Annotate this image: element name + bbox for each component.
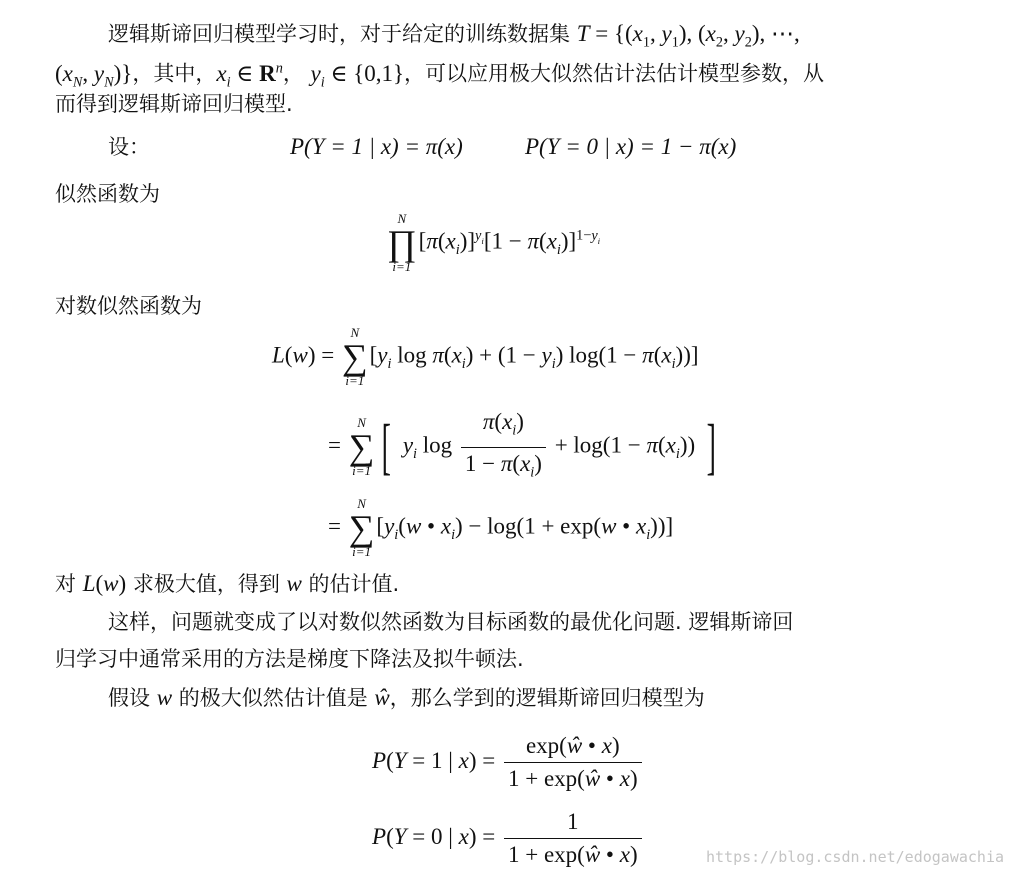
loglikelihood-label xyxy=(55,292,202,320)
p2-line1 xyxy=(108,608,793,636)
product-operator: N ∏ i=1 xyxy=(387,211,417,274)
setup-eq2: P(Y = 0 | x) = 1 − π(x) xyxy=(525,134,737,159)
maximize-text-a: 对 xyxy=(55,572,83,596)
intro-line-3 xyxy=(55,90,293,118)
p3-line xyxy=(108,684,705,712)
model-eq-y0: P(Y = 0 | x) = $\frac{1}{1 + \exp(ŵ • x)}$ xyxy=(372,808,645,869)
likelihood-label xyxy=(55,180,160,208)
intro-text-c: ， xyxy=(282,61,304,86)
w-symbol: w xyxy=(156,685,173,710)
watermark-text: https://blog.csdn.net/edogawachia xyxy=(705,848,1004,866)
model-fraction-y0: $\frac{1}{1 + \exp(ŵ • x)}$ xyxy=(504,808,642,869)
p3-text-a: 假设 xyxy=(108,686,157,710)
sum-operator: N ∑ i=1 xyxy=(341,325,368,388)
x-domain-formula: $x_i$ ∈ $R^n$ xyxy=(216,60,283,91)
model-fraction-y1: $\frac{\exp(ŵ • x)}{1 + \exp(ŵ • x)}$ xyxy=(504,732,642,793)
log-odds-fraction: $\frac{\pi(x_i)}{1 - \pi(x_i)}$ xyxy=(461,408,546,486)
loglik-eq-line1: L(w) = N ∑ i=1 [$y_i$ $\log \pi(x_i) + (1 - y_i) \log(1 - \pi(x_i))$] xyxy=(272,325,699,388)
maximize-text-b: 求极大值，得到 xyxy=(126,572,287,596)
intro-text-b: ，其中， xyxy=(132,61,217,86)
w-symbol: w xyxy=(286,571,302,596)
likelihood-formula: N ∏ i=1 $[\pi(x_i)]^{y_i}[1 - \pi(x_i)]^{1-y_i}$ xyxy=(387,211,601,274)
p2-line2 xyxy=(55,645,524,673)
loglik-eq-line2: = N ∑ i=1 [ $y_i$ log $\frac{\pi(x_i)}{1 - \pi(x_i)}$ + $\log(1 - \pi(x_i))$ ] xyxy=(328,408,722,486)
setup-label xyxy=(108,133,150,161)
lw-symbol: L(w) xyxy=(82,571,127,596)
model-eq-y1: P(Y = 1 | x) = $\frac{\exp(ŵ • x)}{1 + \exp(ŵ • x)}$ xyxy=(372,732,645,793)
w-hat-symbol: ŵ xyxy=(374,685,390,710)
sum-operator: N ∑ i=1 xyxy=(348,496,375,559)
intro-text-a: 逻辑斯谛回归模型学习时，对于给定的训练数据集 xyxy=(108,22,577,46)
maximize-text-c: 的估计值. xyxy=(301,572,400,596)
intro-line-1 xyxy=(108,20,800,57)
loglikelihood-label-text: 对数似然函数为 xyxy=(55,294,202,318)
p2-text-1: 这样，问题就变成了以对数似然函数为目标函数的最优化问题. 逻辑斯谛回 xyxy=(108,610,794,634)
y-domain-formula: $y_i$ ∈ {0,1} xyxy=(310,60,405,91)
maximize-line xyxy=(55,570,399,598)
p3-text-b: 的极大似然估计值是 xyxy=(172,686,375,710)
setup-label-text: 设： xyxy=(108,135,150,159)
intro-text-d: ，可以应用极大似然估计法估计模型参数，从 xyxy=(404,61,825,86)
training-set-formula-end: ($x_N$, $y_N$)} xyxy=(55,60,133,91)
setup-eq1: P(Y = 1 | x) = π(x) xyxy=(290,134,463,159)
likelihood-label-text: 似然函数为 xyxy=(55,182,160,206)
intro-text-e: 而得到逻辑斯谛回归模型. xyxy=(55,92,293,116)
training-set-formula: $T = \{(x_1$, $y_1$), ($x_2$, $y_2$), ⋯, xyxy=(576,21,800,51)
p2-text-2: 归学习中通常采用的方法是梯度下降法及拟牛顿法. xyxy=(55,647,524,671)
p3-text-c: ，那么学到的逻辑斯谛回归模型为 xyxy=(389,686,705,710)
loglik-eq-line3: = N ∑ i=1 [$y_i(w$ • $x_i) - \log(1 + \exp(w$ • $x_i$))] xyxy=(328,496,674,559)
sum-operator: N ∑ i=1 xyxy=(348,415,375,479)
